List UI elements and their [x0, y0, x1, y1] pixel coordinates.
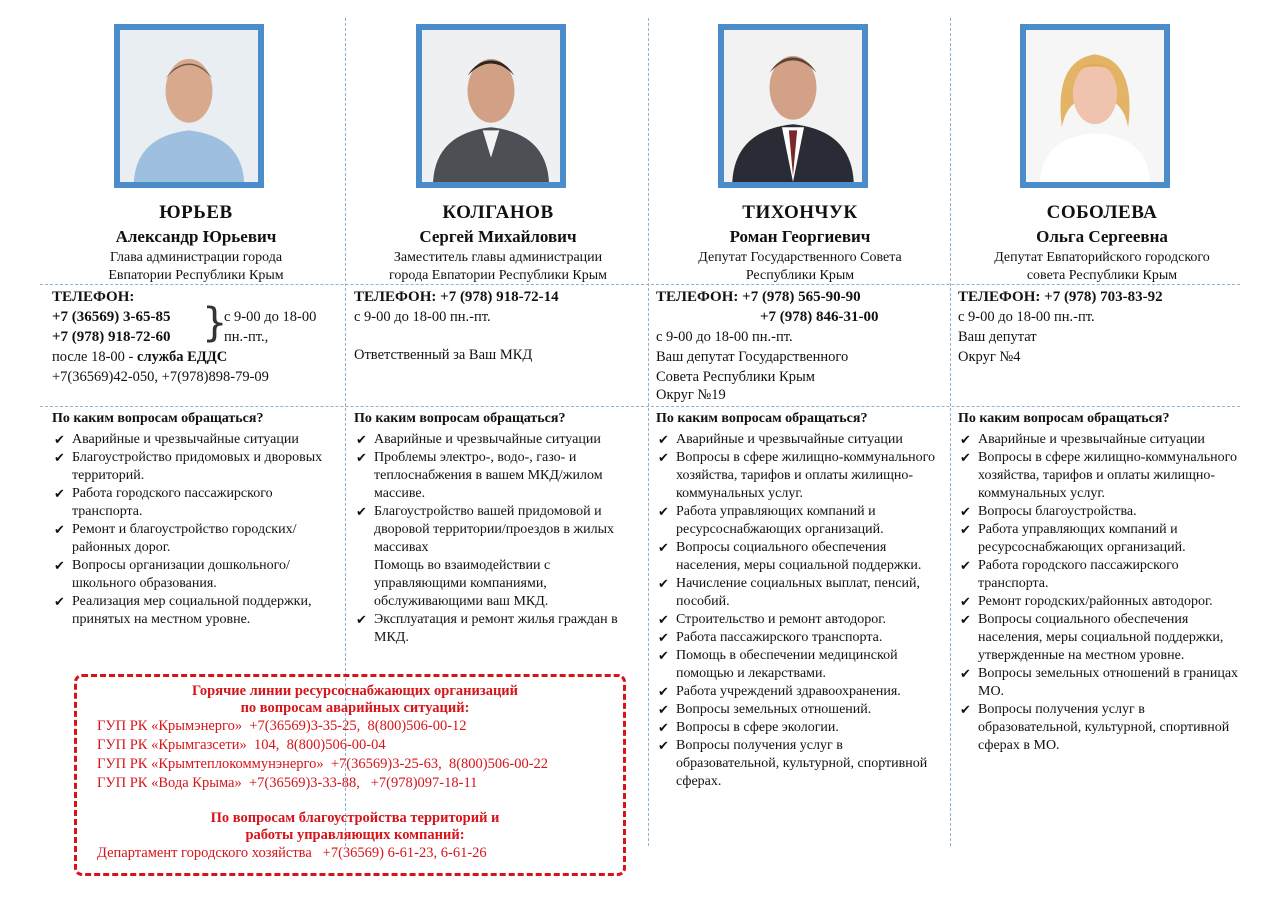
hotline-line[interactable]: ГУП РК «Крымэнерго» +7(36569)3-35-25, 8(800)506-00-12 [97, 718, 467, 734]
portrait-photo [1020, 24, 1170, 188]
given-name: Сергей Михайлович [419, 227, 577, 246]
list-item: ✔ Строительство и ремонт автодорог. [658, 612, 886, 627]
work-hours: с 9-00 до 18-00 пн.-пт. [958, 309, 1095, 325]
position-title: совета Республики Крым [1026, 268, 1178, 283]
check-icon: ✔ [658, 450, 669, 465]
list-item: ✔ Аварийные и чрезвычайные ситуации [658, 432, 903, 447]
list-item: ✔ Работа управляющих компаний и ресурсоснабжающих организаций. [658, 504, 884, 537]
check-icon: ✔ [356, 450, 367, 465]
check-icon: ✔ [960, 594, 971, 609]
deputy-note: Совета Республики Крым [656, 369, 815, 385]
list-item: ✔ Начисление социальных выплат, пенсий, пособий. [658, 576, 921, 609]
phone-number[interactable]: +7 (36569) 3-65-85 [52, 309, 171, 325]
check-icon: ✔ [658, 576, 669, 591]
check-icon: ✔ [960, 558, 971, 573]
list-item: ✔ Вопросы социального обеспечения населения, меры социальной поддержки, утвержденные на местном уровне. [960, 612, 1224, 663]
deputy-note: Ваш депутат [958, 329, 1037, 345]
list-item: ✔ Вопросы в сфере жилищно-коммунального хозяйства, тарифов и оплаты жилищно-коммунальных услуг. [658, 450, 935, 501]
hotline-box [74, 674, 626, 876]
column-divider [648, 18, 649, 846]
list-item: ✔ Вопросы получения услуг в образовательной, культурной, спортивной сферах. [658, 738, 928, 789]
hotline-heading: Горячие линии ресурсоснабжающих организаций [191, 683, 519, 699]
questions-heading: По каким вопросам обращаться? [52, 411, 264, 426]
hotline-heading: работы управляющих компаний: [245, 827, 465, 843]
brace-icon: } [202, 300, 228, 346]
work-hours: с 9-00 до 18-00 пн.-пт. [354, 309, 491, 325]
check-icon: ✔ [356, 504, 367, 519]
check-icon: ✔ [960, 522, 971, 537]
list-item: ✔ Вопросы организации дошкольного/школьного образования. [54, 558, 290, 591]
questions-heading: По каким вопросам обращаться? [656, 411, 868, 426]
position-title: Депутат Евпаторийского городского [994, 250, 1210, 265]
check-icon: ✔ [658, 504, 669, 519]
check-icon: ✔ [960, 504, 971, 519]
list-item: ✔ Вопросы земельных отношений в границах МО. [960, 666, 1239, 699]
check-icon: ✔ [356, 432, 367, 447]
check-icon: ✔ [658, 720, 669, 735]
list-item-continuation: Помощь во взаимодействии с управляющими компаниями, обслуживающими ваш МКД. [374, 558, 551, 609]
portrait-photo [416, 24, 566, 188]
list-item: ✔ Помощь в обеспечении медицинской помощью и лекарствами. [658, 648, 898, 681]
list-item: ✔ Работа управляющих компаний и ресурсоснабжающих организаций. [960, 522, 1186, 555]
check-icon: ✔ [960, 666, 971, 681]
check-icon: ✔ [54, 432, 65, 447]
list-item: ✔ Аварийные и чрезвычайные ситуации [960, 432, 1205, 447]
position-title: Заместитель главы администрации [393, 250, 603, 265]
list-item: ✔ Работа городского пассажирского транспорта. [960, 558, 1179, 591]
check-icon: ✔ [54, 594, 65, 609]
phone-label: ТЕЛЕФОН: [52, 289, 135, 305]
hotline-line[interactable]: ГУП РК «Крымгазсети» 104, 8(800)506-00-04 [97, 737, 386, 753]
row-divider [40, 406, 1240, 407]
check-icon: ✔ [960, 612, 971, 627]
list-item: ✔ Работа пассажирского транспорта. [658, 630, 883, 645]
list-item: ✔ Вопросы получения услуг в образовательной, культурной, спортивной сферах в МО. [960, 702, 1230, 753]
column-divider [950, 18, 951, 846]
row-divider [40, 284, 1240, 285]
hotline-line[interactable]: ГУП РК «Крымтеплокоммунэнерго» +7(36569)3-25-63, 8(800)506-00-22 [97, 756, 549, 772]
phone-number[interactable]: +7 (978) 918-72-60 [52, 329, 171, 345]
check-icon: ✔ [54, 558, 65, 573]
surname: КОЛГАНОВ [442, 202, 554, 223]
list-item: ✔ Вопросы в сфере экологии. [658, 720, 839, 735]
given-name: Ольга Сергеевна [1036, 227, 1168, 246]
check-icon: ✔ [54, 486, 65, 501]
responsibility-note: Ответственный за Ваш МКД [354, 347, 533, 363]
check-icon: ✔ [658, 630, 669, 645]
check-icon: ✔ [54, 450, 65, 465]
questions-heading: По каким вопросам обращаться? [354, 411, 566, 426]
deputy-note: Ваш депутат Государственного [656, 349, 849, 365]
check-icon: ✔ [658, 738, 669, 753]
portrait-photo [718, 24, 868, 188]
list-item: ✔ Ремонт и благоустройство городских/районных дорог. [54, 522, 297, 555]
surname: ЮРЬЕВ [159, 202, 233, 223]
list-item: ✔ Вопросы земельных отношений. [658, 702, 872, 717]
list-item: ✔ Работа учреждений здравоохранения. [658, 684, 901, 699]
list-item: ✔ Вопросы благоустройства. [960, 504, 1137, 519]
position-title: Евпатории Республики Крым [108, 268, 284, 283]
list-item: ✔ Вопросы социального обеспечения населения, меры социальной поддержки. [658, 540, 922, 573]
check-icon: ✔ [960, 702, 971, 717]
list-item: ✔ Работа городского пассажирского транспорта. [54, 486, 273, 519]
given-name: Роман Георгиевич [729, 227, 871, 246]
work-days: пн.-пт., [224, 329, 269, 345]
check-icon: ✔ [658, 684, 669, 699]
check-icon: ✔ [658, 540, 669, 555]
district-note: Округ №4 [958, 349, 1021, 365]
check-icon: ✔ [54, 522, 65, 537]
list-item: ✔ Реализация мер социальной поддержки, принятых на местном уровне. [54, 594, 312, 627]
surname: СОБОЛЕВА [1046, 202, 1158, 223]
list-item: ✔ Проблемы электро-, водо-, газо- и теплоснабжения в вашем МКД/жилом массиве. [356, 450, 603, 501]
work-hours: с 9-00 до 18-00 пн.-пт. [656, 329, 793, 345]
hotline-line[interactable]: ГУП РК «Вода Крыма» +7(36569)3-33-88, +7(978)097-18-11 [97, 775, 478, 791]
after-hours-label: после 18-00 - [52, 349, 138, 365]
phone-line-second[interactable]: +7 (978) 846-31-00 [760, 309, 879, 325]
hotline-line[interactable]: Департамент городского хозяйства +7(36569) 6-61-23, 6-61-26 [97, 845, 487, 861]
check-icon: ✔ [658, 432, 669, 447]
check-icon: ✔ [658, 612, 669, 627]
list-item: ✔ Благоустройство вашей придомовой и дворовой территории/проездов в жилых массивах [356, 504, 615, 555]
questions-heading: По каким вопросам обращаться? [958, 411, 1170, 426]
list-item: ✔ Эксплуатация и ремонт жилья граждан в МКД. [356, 612, 618, 645]
check-icon: ✔ [960, 450, 971, 465]
list-item: ✔ Аварийные и чрезвычайные ситуации [356, 432, 601, 447]
list-item: ✔ Аварийные и чрезвычайные ситуации [54, 432, 299, 447]
check-icon: ✔ [960, 432, 971, 447]
given-name: Александр Юрьевич [115, 227, 277, 246]
emergency-phones: +7(36569)42-050, +7(978)898-79-09 [52, 369, 269, 385]
hotline-heading: по вопросам аварийных ситуаций: [240, 700, 470, 716]
position-title: Глава администрации города [109, 250, 283, 265]
phone-line[interactable]: ТЕЛЕФОН: +7 (978) 918-72-14 [354, 289, 559, 305]
phone-line[interactable]: ТЕЛЕФОН: +7 (978) 703-83-92 [958, 289, 1163, 305]
list-item: ✔ Благоустройство придомовых и дворовых территорий. [54, 450, 323, 483]
position-title: Депутат Государственного Совета [698, 250, 902, 265]
check-icon: ✔ [658, 648, 669, 663]
position-title: Республики Крым [745, 268, 855, 283]
surname: ТИХОНЧУК [742, 202, 858, 223]
district-note: Округ №19 [656, 387, 726, 403]
list-item: ✔ Вопросы в сфере жилищно-коммунального хозяйства, тарифов и оплаты жилищно-коммунальных услуг. [960, 450, 1237, 501]
hotline-heading: По вопросам благоустройства территорий и [210, 810, 500, 826]
phone-line[interactable]: ТЕЛЕФОН: +7 (978) 565-90-90 [656, 289, 861, 305]
check-icon: ✔ [658, 702, 669, 717]
position-title: города Евпатории Республики Крым [388, 268, 608, 283]
emergency-service: служба ЕДДС [137, 349, 228, 365]
list-item: ✔ Ремонт городских/районных автодорог. [960, 594, 1213, 609]
work-hours: с 9-00 до 18-00 [224, 309, 317, 325]
portrait-photo [114, 24, 264, 188]
check-icon: ✔ [356, 612, 367, 627]
